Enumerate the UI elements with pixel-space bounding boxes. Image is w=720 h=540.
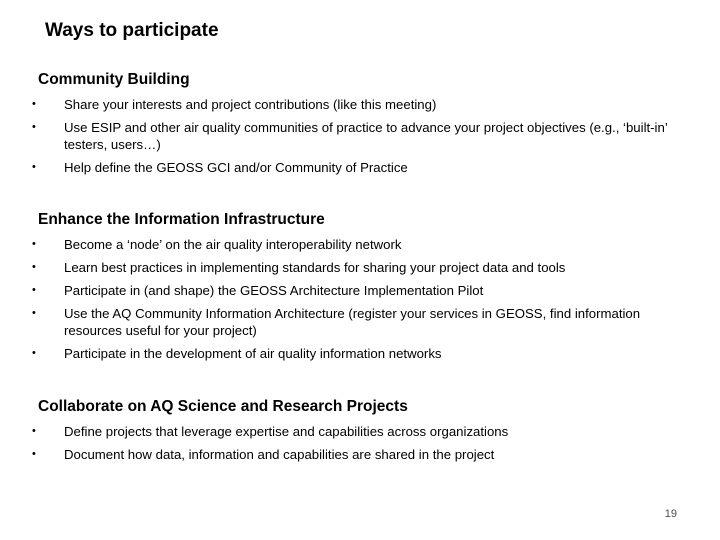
section-heading: Enhance the Information Infrastructure <box>38 211 325 228</box>
list-item-text: Participate in (and shape) the GEOSS Architecture Implementation Pilot <box>64 283 484 298</box>
bullet-icon: • <box>32 448 36 460</box>
section-heading: Community Building <box>38 71 190 88</box>
list-item-text: Become a ‘node’ on the air quality interoperability network <box>64 237 402 252</box>
bullet-icon: • <box>32 98 36 110</box>
list-item-text: Document how data, information and capabilities are shared in the project <box>64 447 495 462</box>
bullet-list <box>32 236 698 362</box>
section-heading: Collaborate on AQ Science and Research Projects <box>38 398 408 415</box>
bullet-icon: • <box>32 284 36 296</box>
section-information-infrastructure <box>32 210 698 368</box>
list-item-text: Learn best practices in implementing standards for sharing your project data and tools <box>64 260 566 275</box>
list-item-text: Use ESIP and other air quality communities of practice to advance your project objectives (e.g., ‘built-in’ testers, users…) <box>64 120 668 152</box>
list-item <box>32 259 698 276</box>
list-item <box>32 423 698 440</box>
list-item-text: Use the AQ Community Information Architecture (register your services in GEOSS, find information resources useful for your project) <box>64 306 641 338</box>
list-item <box>32 96 698 113</box>
list-item-text: Help define the GEOSS GCI and/or Community of Practice <box>64 160 408 175</box>
bullet-icon: • <box>32 161 36 173</box>
list-item-text: Share your interests and project contributions (like this meeting) <box>64 97 437 112</box>
bullet-icon: • <box>32 121 36 133</box>
bullet-icon: • <box>32 347 36 359</box>
list-item <box>32 236 698 253</box>
list-item <box>32 446 698 463</box>
slide-title: Ways to participate <box>45 20 219 41</box>
section-community-building <box>32 70 698 182</box>
section-collaborate-aq-science <box>32 397 698 469</box>
bullet-list <box>32 96 698 176</box>
list-item <box>32 282 698 299</box>
bullet-icon: • <box>32 238 36 250</box>
bullet-icon: • <box>32 307 36 319</box>
bullet-icon: • <box>32 425 36 437</box>
list-item <box>32 119 698 153</box>
list-item <box>32 345 698 362</box>
list-item <box>32 305 698 339</box>
list-item-text: Define projects that leverage expertise and capabilities across organizations <box>64 424 509 439</box>
list-item <box>32 159 698 176</box>
list-item-text: Participate in the development of air quality information networks <box>64 346 442 361</box>
bullet-icon: • <box>32 261 36 273</box>
bullet-list <box>32 423 698 463</box>
page-number: 19 <box>664 508 677 520</box>
